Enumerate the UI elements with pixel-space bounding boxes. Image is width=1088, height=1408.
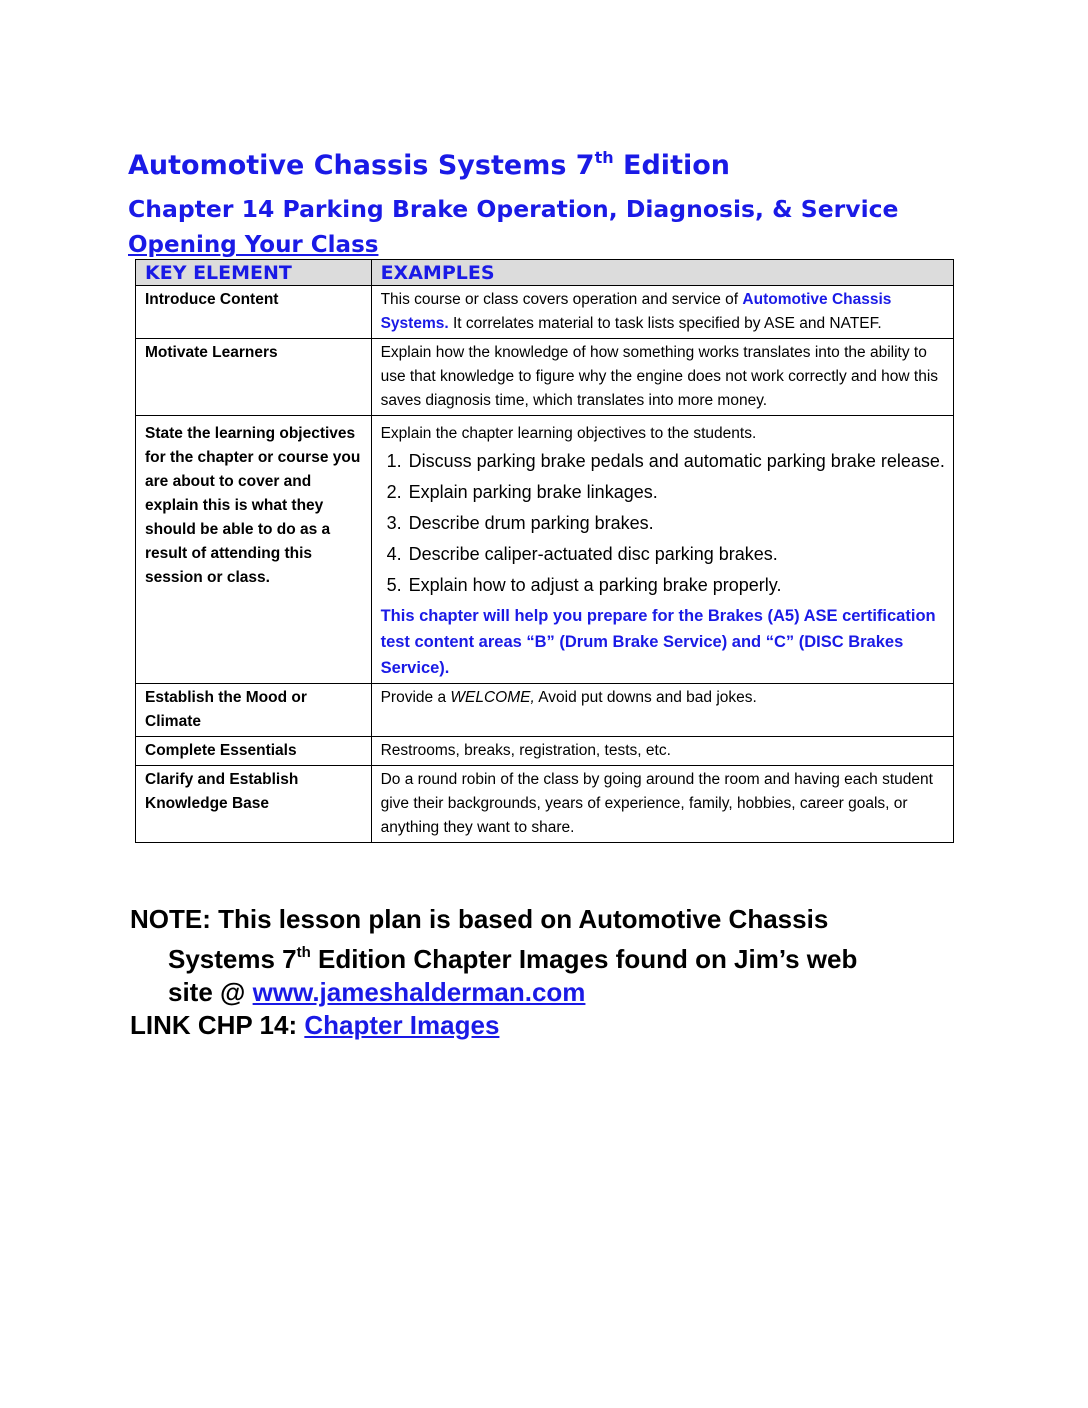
certification-note: This chapter will help you prepare for the Brakes (A5) ASE certification test content areas “B” (Drum Brake Service) and “C” (DISC Brakes Service). xyxy=(380,607,936,677)
key-cell: Establish the Mood or Climate xyxy=(136,684,372,737)
list-item: 5. Explain how to adjust a parking brake properly. xyxy=(407,572,945,598)
emphasis-text: WELCOME, xyxy=(450,689,535,706)
document-title: Automotive Chassis Systems 7th Edition xyxy=(128,148,730,181)
example-cell: Restrooms, breaks, registration, tests, etc. xyxy=(371,737,953,766)
link-label: LINK CHP 14: xyxy=(130,1010,305,1040)
key-cell: Introduce Content xyxy=(136,286,372,339)
list-item: 2. Explain parking brake linkages. xyxy=(407,479,945,505)
header-key-element: KEY ELEMENT xyxy=(136,260,372,286)
chapter-heading: Chapter 14 Parking Brake Operation, Diagnosis, & Service xyxy=(128,195,899,223)
example-cell: Explain how the knowledge of how something works translates into the ability to use that knowledge to figure why the engine does not work correctly and how this saves diagnosis time, which translates into more money. xyxy=(371,339,953,416)
objectives-list xyxy=(381,448,945,598)
example-cell: This course or class covers operation and service of Automotive Chassis Systems. It correlates material to task lists specified by ASE and NATEF. xyxy=(371,286,953,339)
section-heading-link[interactable]: Opening Your Class xyxy=(128,232,379,258)
chapter-images-link[interactable]: Chapter Images xyxy=(304,1010,500,1040)
example-cell: Provide a WELCOME, Avoid put downs and bad jokes. xyxy=(371,684,953,737)
note-paragraph: NOTE: This lesson plan is based on Automotive Chassis Systems 7th Edition Chapter Images found on Jim’s web site @ www.jameshalderman.com LINK CHP 14: Chapter Images xyxy=(130,904,858,1040)
table-row xyxy=(136,416,954,684)
list-item: 4. Describe caliper-actuated disc parking brakes. xyxy=(407,541,945,567)
website-link[interactable]: www.jameshalderman.com xyxy=(252,977,586,1007)
table-row xyxy=(136,684,954,737)
table-row xyxy=(136,286,954,339)
example-cell xyxy=(371,416,953,684)
emphasis-text: Automotive Chassis Systems. xyxy=(380,291,892,332)
table-row xyxy=(136,766,954,843)
lesson-plan-table xyxy=(135,259,954,843)
table-row xyxy=(136,737,954,766)
key-cell: Clarify and Establish Knowledge Base xyxy=(136,766,372,843)
table-header-row xyxy=(136,260,954,286)
key-cell: Motivate Learners xyxy=(136,339,372,416)
table-row xyxy=(136,339,954,416)
key-cell: Complete Essentials xyxy=(136,737,372,766)
list-item: 3. Describe drum parking brakes. xyxy=(407,510,945,536)
key-cell: State the learning objectives for the chapter or course you are about to cover and explain this is what they should be able to do as a result of attending this session or class. xyxy=(136,416,372,684)
example-cell: Do a round robin of the class by going around the room and having each student give their backgrounds, years of experience, family, hobbies, career goals, or anything they want to share. xyxy=(371,766,953,843)
objectives-intro: Explain the chapter learning objectives to the students. xyxy=(380,425,757,442)
header-examples: EXAMPLES xyxy=(371,260,953,286)
list-item: 1. Discuss parking brake pedals and automatic parking brake release. xyxy=(407,448,945,474)
